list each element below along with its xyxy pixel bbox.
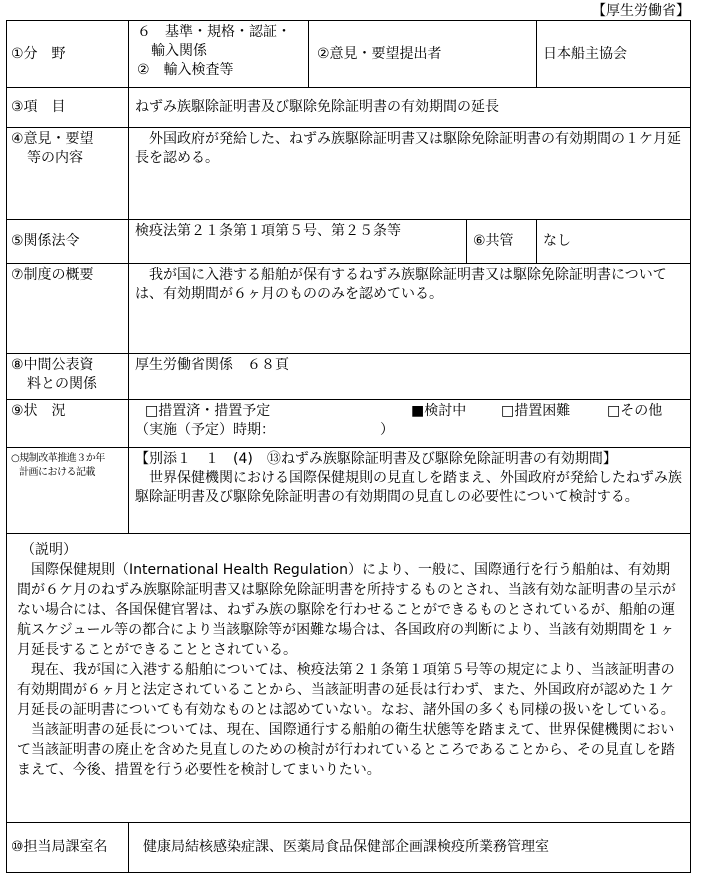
field-value-line2: 輸入関係: [137, 43, 207, 59]
interim-value: 厚生労働省関係 ６８頁: [129, 354, 691, 400]
system-text: 我が国に入港する船舶が保有するねずみ族駆除証明書又は駆除免除証明書については、有効期間が６ヶ月のもののみを認めている。: [129, 264, 691, 354]
status-option-planned: □措置済・措置予定: [145, 403, 271, 419]
plan-reference: 【別添１ １ (4) ⑬ねずみ族駆除証明書及び駆除免除証明書の有効期間】: [135, 451, 617, 467]
field-value-line3: ② 輸入検査等: [137, 62, 234, 78]
form-table: [6, 20, 691, 873]
explanation-row: [7, 534, 691, 823]
joint-label: ⑥共管: [467, 220, 537, 264]
office-value: 健康局結核感染症課、医薬局食品保健部企画課検疫所業務管理室: [129, 823, 691, 873]
explanation-heading: （説明）: [21, 542, 77, 558]
submitter-value: 日本船主協会: [537, 21, 691, 88]
plan-row: [7, 448, 691, 534]
field-row: [7, 21, 691, 88]
status-option-difficult: □措置困難: [501, 403, 571, 419]
status-timing: （実施（予定）時期： ）: [135, 422, 394, 438]
interim-label-line2: 料との関係: [27, 376, 97, 392]
law-label: ⑤関係法令: [7, 220, 129, 264]
status-label: ⑨状 況: [7, 400, 129, 448]
request-label: [7, 128, 129, 220]
law-row: [7, 220, 691, 264]
opinion-response-form: [6, 20, 690, 873]
request-row: [7, 128, 691, 220]
submitter-label: ②意見・要望提出者: [309, 21, 537, 88]
request-label-line2: 等の内容: [27, 150, 83, 166]
system-label: ⑦制度の概要: [7, 264, 129, 354]
explanation: [7, 534, 691, 823]
field-value: [129, 21, 309, 88]
status-option-other: □その他: [607, 403, 663, 419]
plan-label-line1: ○規制改革推進３か年: [11, 453, 105, 464]
field-label: ①分 野: [7, 21, 129, 88]
explanation-paragraph-1: 国際保健規則（International Health Regulation）により、一般に、国際通行を行う船舶は、有効期間が６ケ月のねずみ族駆除証明書又は駆除免除証明書を所持するものとされ、当該有効な証明書の呈示がない場合には、各国保健官署は、ねずみ族の駆除を行わせることができるものとされているが、船舶の運航スケジュール等の都合により当該駆除等が困難な場合は、各国政府の判断により、当該有効期間を１ヶ月延長することができることとされている。: [17, 562, 676, 658]
plan-content: [129, 448, 691, 534]
status-option-reviewing: ■検討中: [411, 403, 467, 419]
status-options: [129, 400, 691, 448]
status-row: [7, 400, 691, 448]
explanation-paragraph-2: 現在、我が国に入港する船舶については、検疫法第２１条第１項第５号等の規定により、当該証明書の有効期間が６ヶ月と法定されていることから、当該証明書の延長は行わず、また、外国政府が認めた１ケ月延長の証明書についても有効なものとは認めていない。なお、諸外国の多くも同様の扱いをしている。: [17, 662, 675, 718]
joint-value: なし: [537, 220, 691, 264]
interim-label-line1: ⑧中間公表資: [11, 357, 94, 373]
request-text: 外国政府が発給した、ねずみ族駆除証明書又は駆除免除証明書の有効期間の１ケ月延長を認める。: [129, 128, 691, 220]
plan-text: 世界保健機関における国際保健規則の見直しを踏まえ、外国政府が発給したねずみ族駆除証明書及び駆除免除証明書の有効期間の見直しの必要性について検討する。: [135, 470, 682, 505]
ministry-header: 【厚生労働省】: [592, 3, 690, 19]
interim-row: [7, 354, 691, 400]
law-value: 検疫法第２１条第１項第５号、第２５条等: [129, 220, 467, 264]
item-label: ③項 目: [7, 88, 129, 128]
office-row: [7, 823, 691, 873]
explanation-paragraph-3: 当該証明書の延長については、現在、国際通行する船舶の衛生状態等を踏まえて、世界保健機関において当該証明書の廃止を含めた見直しのための検討が行われているところであることから、その見直しを踏まえて、今後、措置を行う必要性を検討してまいりたい。: [17, 722, 675, 778]
interim-label: [7, 354, 129, 400]
plan-label: [7, 448, 129, 534]
item-row: [7, 88, 691, 128]
system-row: [7, 264, 691, 354]
plan-label-line2: 計画における記載: [19, 467, 95, 478]
office-label: ⑩担当局課室名: [7, 823, 129, 873]
item-value: ねずみ族駆除証明書及び駆除免除証明書の有効期間の延長: [129, 88, 691, 128]
request-label-line1: ④意見・要望: [11, 131, 94, 147]
field-value-line1: ６ 基準・規格・認証・: [137, 24, 291, 40]
